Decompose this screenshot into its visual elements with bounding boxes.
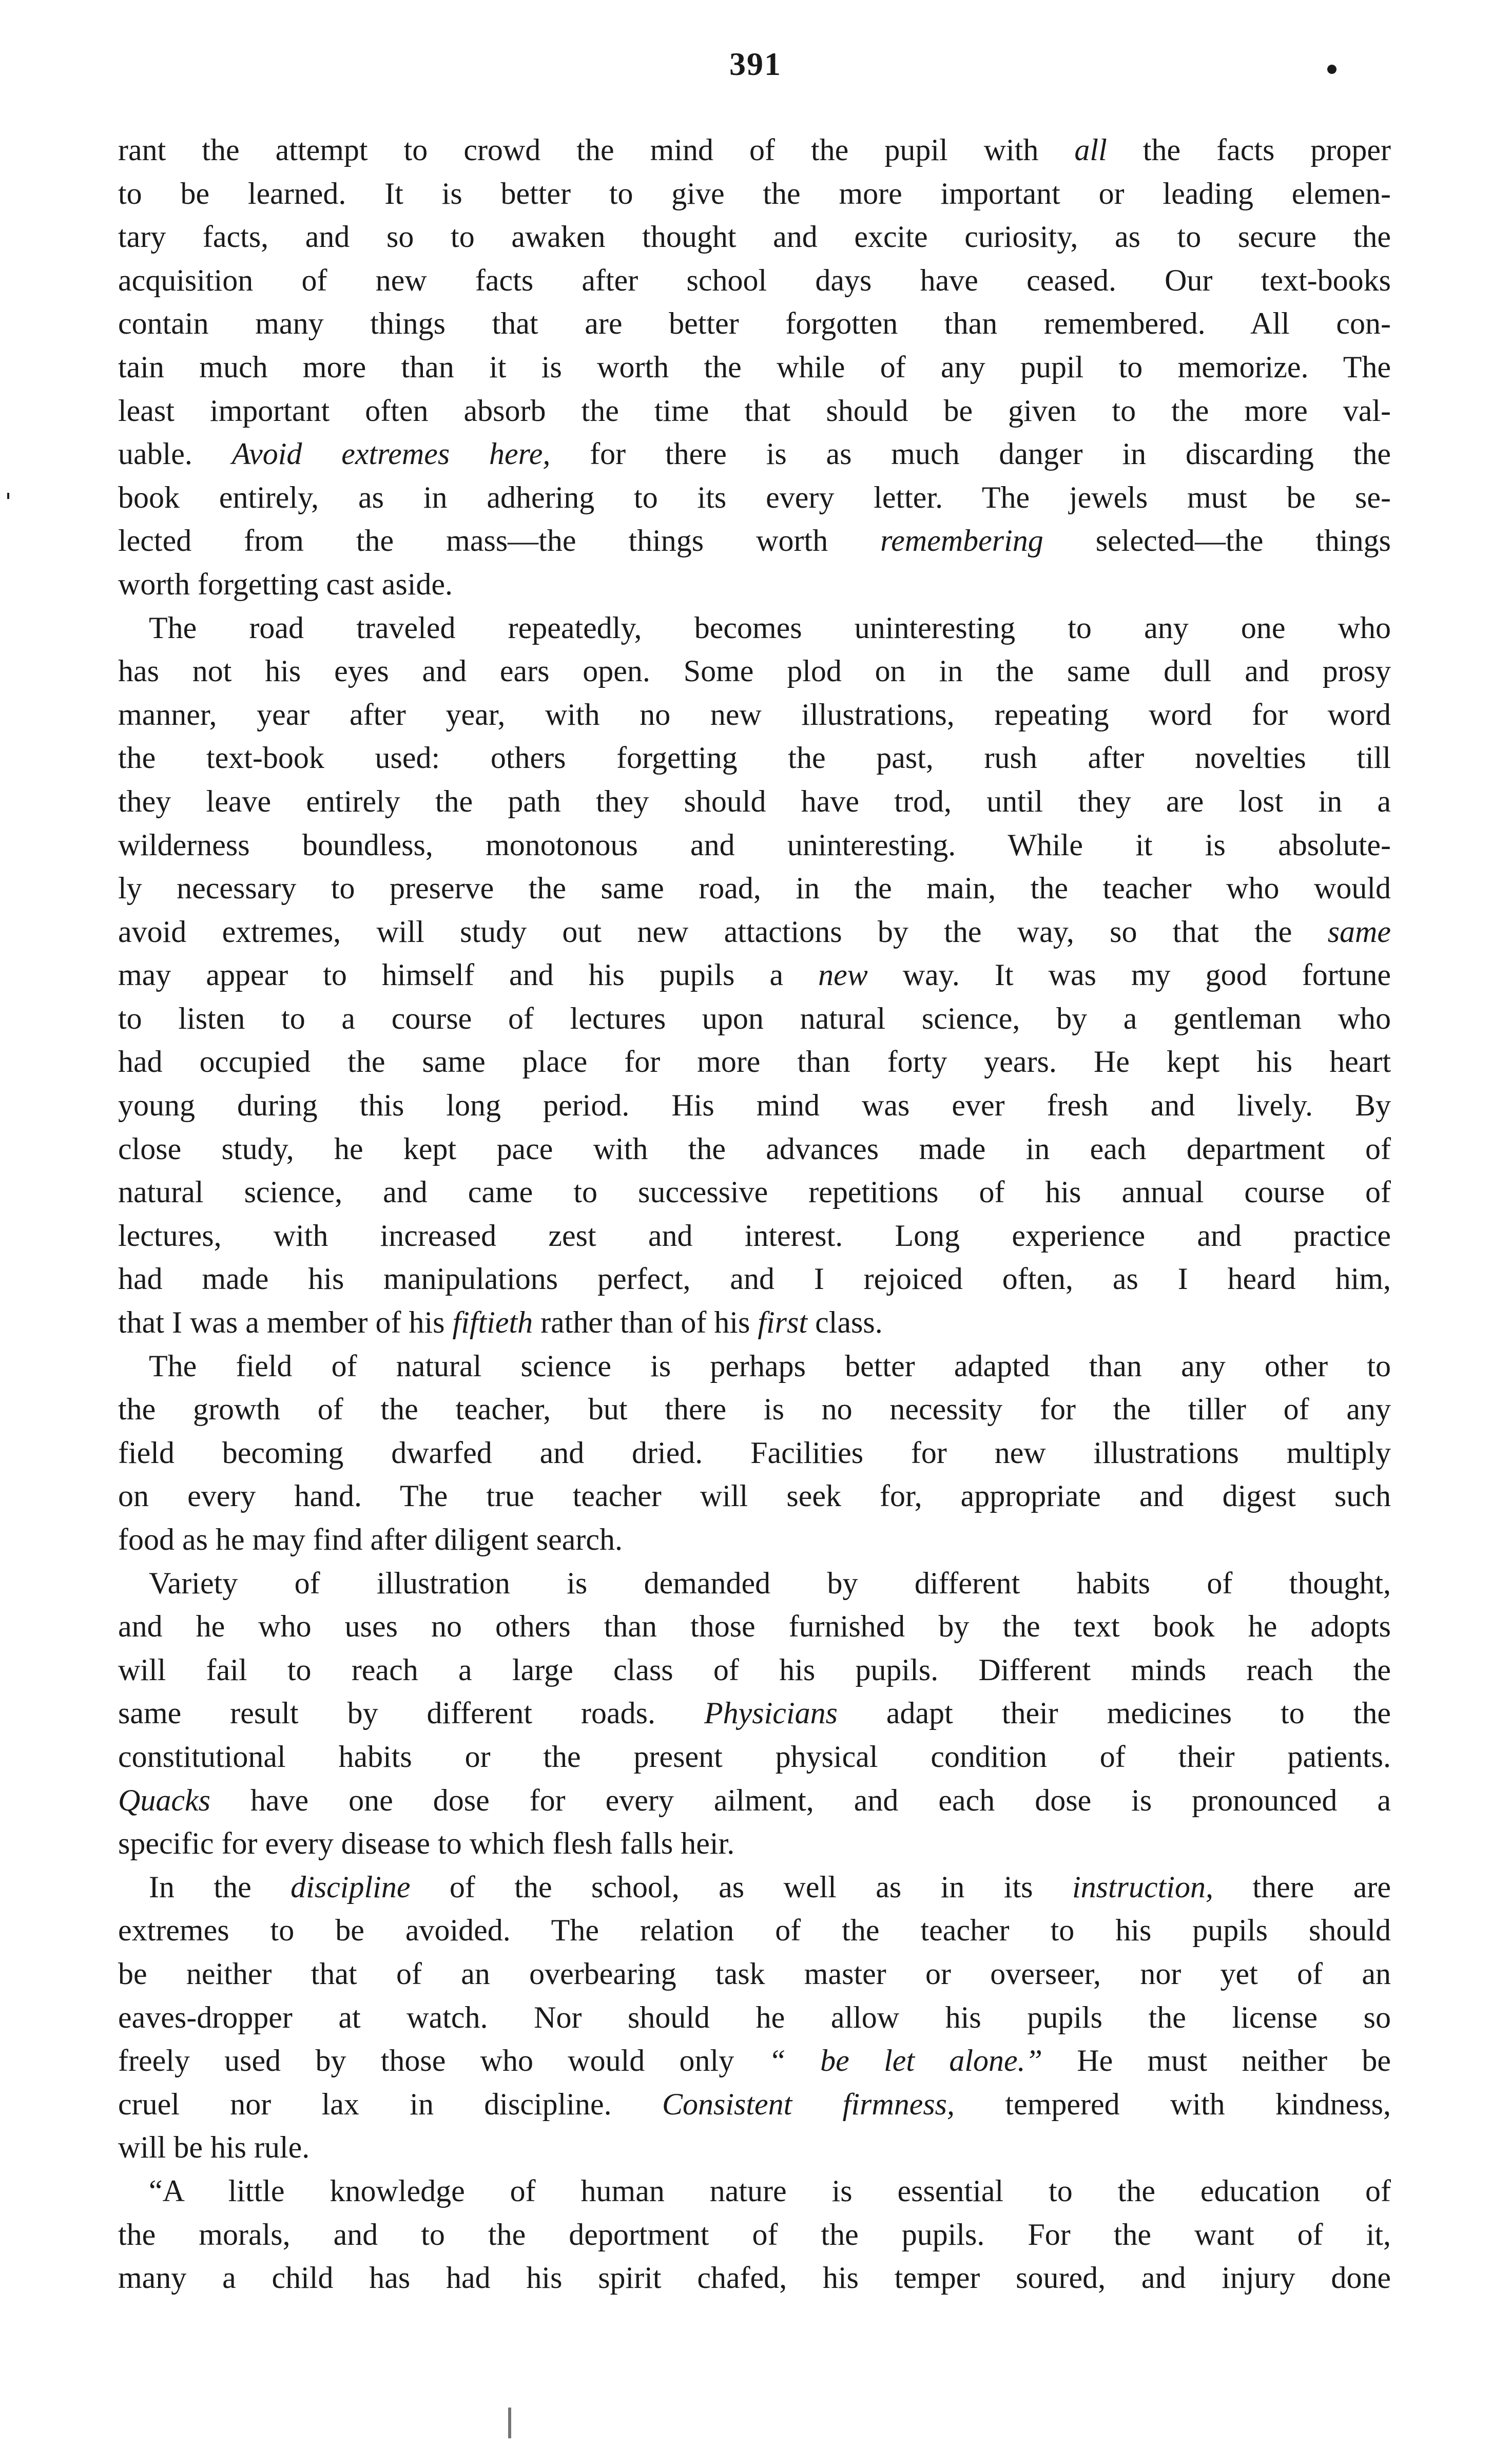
text-line: [118, 910, 1391, 954]
text-run: rant the attempt to crowd the mind of the pupil with: [118, 133, 1075, 167]
text-line: [118, 302, 1391, 345]
text-run: may appear to himself and his pupils a: [118, 958, 819, 992]
text-run: be neither that of an overbearing task master or overseer, nor yet of an: [118, 1956, 1391, 1991]
text-run: tain much more than it is worth the while of any pupil to memorize. The: [118, 350, 1391, 384]
italic-phrase: first: [758, 1305, 808, 1340]
italic-phrase: same: [1327, 914, 1391, 949]
italic-phrase: Physicians: [704, 1696, 838, 1730]
text-line: [118, 867, 1391, 910]
text-line: [118, 736, 1391, 780]
text-run: contain many things that are better forgotten than remembered. All con-: [118, 306, 1391, 341]
text-line: [118, 1865, 1391, 1909]
text-line: [118, 1474, 1391, 1518]
italic-phrase: remembering: [880, 524, 1043, 558]
text-line: [118, 693, 1391, 737]
text-line: [118, 649, 1391, 693]
text-run: that I was a member of his: [118, 1305, 453, 1340]
text-run: young during this long period. His mind was ever fresh and lively. By: [118, 1088, 1391, 1123]
text-run: lectures, with increased zest and interest. Long experience and practice: [118, 1218, 1391, 1253]
text-run: way. It was my good fortune: [867, 958, 1391, 992]
italic-phrase: instruction,: [1072, 1870, 1213, 1904]
text-run: many a child has had his spirit chafed, his temper soured, and injury done: [118, 2261, 1391, 2295]
text-run: In the: [149, 1870, 291, 1904]
text-line: [118, 2169, 1391, 2213]
text-run: tempered with kindness,: [955, 2087, 1391, 2121]
text-line: [118, 1562, 1391, 1605]
text-line: [118, 1127, 1391, 1171]
text-run: the morals, and to the deportment of the pupils. For the want of it,: [118, 2217, 1391, 2251]
text-run: “A little knowledge of human nature is essential to the education of: [149, 2173, 1391, 2208]
text-run: will fail to reach a large class of his pupils. Different minds reach the: [118, 1652, 1391, 1687]
text-run: cruel nor lax in discipline.: [118, 2087, 662, 2121]
text-run: worth forgetting cast aside.: [118, 567, 453, 601]
text-run: avoid extremes, will study out new attactions by the way, so that the: [118, 914, 1328, 949]
text-run: class.: [807, 1305, 883, 1340]
text-run: for there is as much danger in discarding the: [550, 437, 1391, 471]
text-run: same result by different roads.: [118, 1696, 704, 1730]
body-text: [118, 128, 1391, 2300]
text-run: has not his eyes and ears open. Some plod on in the same dull and prosy: [118, 654, 1391, 688]
text-run: The road traveled repeatedly, becomes uninteresting to any one who: [149, 610, 1391, 645]
text-line: [118, 2039, 1391, 2083]
text-run: lected from the mass—the things worth: [118, 524, 881, 558]
scan-speck: [7, 493, 9, 499]
text-run: rather than of his: [533, 1305, 758, 1340]
text-run: specific for every disease to which flesh falls heir.: [118, 1826, 735, 1861]
text-run: natural science, and came to successive repetitions of his annual course of: [118, 1175, 1391, 1209]
scan-speck: [508, 2408, 511, 2438]
text-run: constitutional habits or the present physical condition of their patients.: [118, 1739, 1391, 1774]
text-line: [118, 780, 1391, 823]
text-line: [118, 2126, 1391, 2169]
text-run: field becoming dwarfed and dried. Facilities for new illustrations multiply: [118, 1435, 1391, 1470]
text-run: there are: [1213, 1870, 1391, 1904]
text-line: [118, 1779, 1391, 1822]
text-line: [118, 1040, 1391, 1084]
italic-phrase: discipline: [290, 1870, 411, 1904]
italic-phrase: Quacks: [118, 1783, 210, 1817]
text-line: [118, 563, 1391, 606]
text-line: [118, 476, 1391, 519]
text-run: food as he may find after diligent search.: [118, 1523, 623, 1556]
text-run: the text-book used: others forgetting the past, rush after novelties till: [118, 741, 1391, 775]
text-run: least important often absorb the time that should be given to the more val-: [118, 393, 1391, 428]
text-line: [118, 172, 1391, 216]
text-run: manner, year after year, with no new illustrations, repeating word for word: [118, 697, 1391, 732]
text-run: wilderness boundless, monotonous and uninteresting. While it is absolute-: [118, 827, 1391, 862]
text-line: [118, 215, 1391, 259]
text-line: [118, 1518, 1391, 1562]
text-line: [118, 1691, 1391, 1735]
italic-phrase: fiftieth: [452, 1305, 533, 1340]
text-line: [118, 2083, 1391, 2126]
ink-dot-mark: [1327, 65, 1336, 74]
text-run: of the school, as well as in its: [410, 1870, 1072, 1904]
text-line: [118, 128, 1391, 172]
text-line: [118, 1431, 1391, 1475]
text-run: the facts proper: [1107, 133, 1391, 167]
italic-phrase: Avoid extremes here,: [231, 437, 551, 471]
text-line: [118, 1084, 1391, 1127]
text-line: [118, 1170, 1391, 1214]
text-run: uable.: [118, 437, 232, 471]
text-run: they leave entirely the path they should have trod, until they are lost in a: [118, 784, 1391, 818]
text-run: have one dose for every ailment, and each dose is pronounced a: [210, 1783, 1391, 1817]
text-line: [118, 1214, 1391, 1258]
text-run: to be learned. It is better to give the more important or leading elemen-: [118, 176, 1391, 210]
italic-phrase: “ be let alone.”: [768, 2044, 1042, 2078]
text-run: He must neither be: [1042, 2044, 1391, 2078]
text-run: The field of natural science is perhaps better adapted than any other to: [149, 1349, 1391, 1383]
text-line: [118, 1301, 1391, 1344]
text-run: Variety of illustration is demanded by different habits of thought,: [149, 1566, 1391, 1600]
text-run: extremes to be avoided. The relation of the teacher to his pupils should: [118, 1913, 1391, 1948]
text-line: [118, 2256, 1391, 2300]
text-line: [118, 1996, 1391, 2039]
text-run: ly necessary to preserve the same road, in the main, the teacher who would: [118, 871, 1391, 906]
text-line: [118, 1952, 1391, 1996]
text-line: [118, 997, 1391, 1041]
italic-phrase: Consistent firmness,: [662, 2087, 955, 2121]
text-line: [118, 1648, 1391, 1692]
page-number: 391: [729, 46, 782, 82]
text-run: adapt their medicines to the: [837, 1696, 1391, 1730]
text-line: [118, 345, 1391, 389]
text-line: [118, 2213, 1391, 2257]
text-line: [118, 1344, 1391, 1388]
text-run: on every hand. The true teacher will seek for, appropriate and digest such: [118, 1479, 1391, 1513]
text-line: [118, 1388, 1391, 1431]
text-run: had made his manipulations perfect, and I rejoiced often, as I heard him,: [118, 1262, 1391, 1296]
text-run: the growth of the teacher, but there is no necessity for the tiller of any: [118, 1392, 1391, 1427]
text-line: [118, 1822, 1391, 1865]
text-run: had occupied the same place for more than forty years. He kept his heart: [118, 1045, 1391, 1079]
text-line: [118, 389, 1391, 433]
text-line: [118, 953, 1391, 997]
italic-phrase: new: [818, 958, 868, 992]
text-line: [118, 1735, 1391, 1779]
text-run: eaves-dropper at watch. Nor should he allow his pupils the license so: [118, 2000, 1391, 2034]
text-line: [118, 1257, 1391, 1301]
text-line: [118, 823, 1391, 867]
text-run: and he who uses no others than those furnished by the text book he adopts: [118, 1609, 1391, 1644]
text-run: selected—the things: [1043, 524, 1391, 558]
text-run: freely used by those who would only: [118, 2044, 769, 2078]
italic-phrase: all: [1074, 133, 1107, 167]
text-line: [118, 1605, 1391, 1648]
text-line: [118, 1909, 1391, 1952]
text-run: to listen to a course of lectures upon natural science, by a gentleman who: [118, 1001, 1391, 1035]
text-run: close study, he kept pace with the advances made in each department of: [118, 1131, 1391, 1166]
text-line: [118, 432, 1391, 476]
text-line: [118, 606, 1391, 650]
text-run: acquisition of new facts after school days have ceased. Our text-books: [118, 263, 1391, 297]
text-run: book entirely, as in adhering to its every letter. The jewels must be se-: [118, 480, 1391, 514]
text-run: will be his rule.: [118, 2130, 310, 2165]
text-line: [118, 259, 1391, 302]
text-line: [118, 519, 1391, 563]
text-run: tary facts, and so to awaken thought and excite curiosity, as to secure the: [118, 220, 1391, 254]
